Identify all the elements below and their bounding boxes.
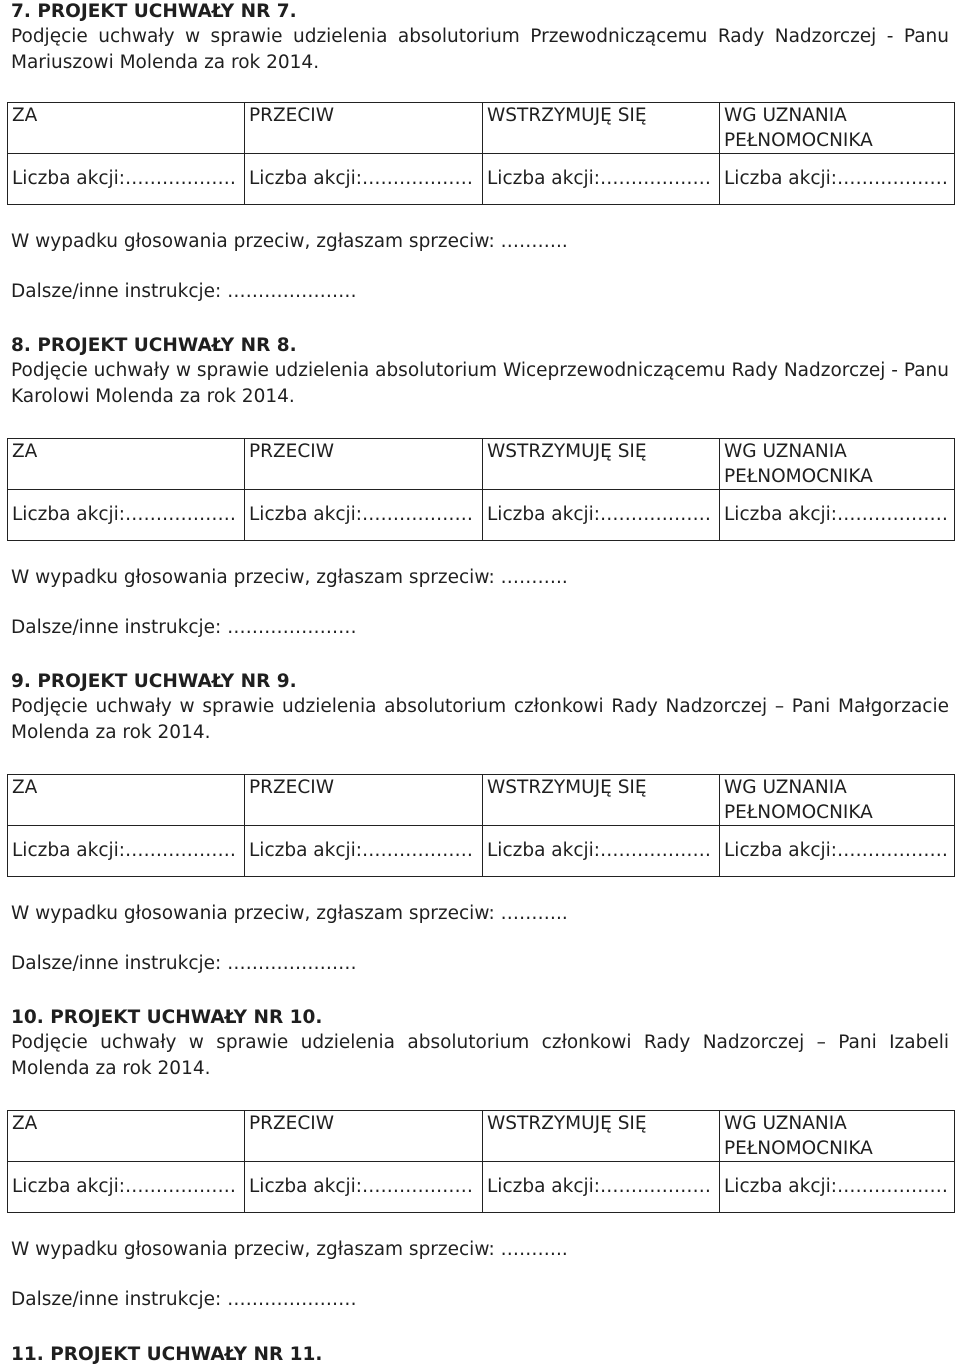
vote-option-for: ZA [8, 1111, 245, 1162]
vote-option-proxy-discretion: WG UZNANIA PEŁNOMOCNIKA [720, 1111, 955, 1162]
objection-line[interactable]: W wypadku głosowania przeciw, zgłaszam sprzeciw: ……….. [11, 231, 568, 252]
share-count-field-for[interactable]: Liczba akcji:……………… [8, 154, 245, 205]
objection-line[interactable]: W wypadku głosowania przeciw, zgłaszam sprzeciw: ……….. [11, 903, 568, 924]
vote-option-abstain: WSTRZYMUJĘ SIĘ [483, 103, 720, 154]
section-description: Podjęcie uchwały w sprawie udzielenia absolutorium członkowi Rady Nadzorczej – Pani Izabeli Molenda za rok 2014. [11, 1032, 949, 1079]
vote-count-row [8, 490, 955, 541]
vote-count-row [8, 1162, 955, 1213]
vote-option-for: ZA [8, 439, 245, 490]
section-heading: 10. PROJEKT UCHWAŁY NR 10. [11, 1007, 323, 1028]
vote-table [7, 102, 955, 205]
instructions-line[interactable]: Dalsze/inne instrukcje: ………………… [11, 1289, 357, 1310]
vote-header-row [8, 103, 955, 154]
share-count-field-for[interactable]: Liczba akcji:……………… [8, 1162, 245, 1213]
instructions-line[interactable]: Dalsze/inne instrukcje: ………………… [11, 281, 357, 302]
vote-option-for: ZA [8, 103, 245, 154]
share-count-field-against[interactable]: Liczba akcji:……………… [245, 154, 483, 205]
vote-option-against: PRZECIW [245, 103, 483, 154]
vote-option-abstain: WSTRZYMUJĘ SIĘ [483, 1111, 720, 1162]
objection-line[interactable]: W wypadku głosowania przeciw, zgłaszam sprzeciw: ……….. [11, 567, 568, 588]
final-section-heading: 11. PROJEKT UCHWAŁY NR 11. [11, 1344, 323, 1365]
share-count-field-against[interactable]: Liczba akcji:……………… [245, 490, 483, 541]
resolution-section-8 [11, 334, 949, 641]
section-heading: 7. PROJEKT UCHWAŁY NR 7. [11, 1, 297, 22]
section-description: Podjęcie uchwały w sprawie udzielenia absolutorium Wiceprzewodniczącemu Rady Nadzorczej - Panu Karolowi Molenda za rok 2014. [11, 360, 949, 407]
vote-table [7, 1110, 955, 1213]
vote-table [7, 438, 955, 541]
resolution-section-10 [11, 1006, 949, 1313]
vote-option-abstain: WSTRZYMUJĘ SIĘ [483, 439, 720, 490]
share-count-field-against[interactable]: Liczba akcji:……………… [245, 826, 483, 877]
resolution-section-9 [11, 670, 949, 977]
section-description: Podjęcie uchwały w sprawie udzielenia absolutorium Przewodniczącemu Rady Nadzorczej - Panu Mariuszowi Molenda za rok 2014. [11, 26, 949, 73]
share-count-field-abstain[interactable]: Liczba akcji:……………… [483, 1162, 720, 1213]
share-count-field-proxy[interactable]: Liczba akcji:……………… [720, 154, 955, 205]
vote-option-proxy-discretion: WG UZNANIA PEŁNOMOCNIKA [720, 103, 955, 154]
vote-option-against: PRZECIW [245, 775, 483, 826]
share-count-field-proxy[interactable]: Liczba akcji:……………… [720, 490, 955, 541]
vote-count-row [8, 154, 955, 205]
share-count-field-abstain[interactable]: Liczba akcji:……………… [483, 826, 720, 877]
share-count-field-abstain[interactable]: Liczba akcji:……………… [483, 154, 720, 205]
vote-option-proxy-discretion: WG UZNANIA PEŁNOMOCNIKA [720, 439, 955, 490]
section-heading: 8. PROJEKT UCHWAŁY NR 8. [11, 335, 297, 356]
vote-option-proxy-discretion: WG UZNANIA PEŁNOMOCNIKA [720, 775, 955, 826]
vote-option-against: PRZECIW [245, 439, 483, 490]
vote-count-row [8, 826, 955, 877]
objection-line[interactable]: W wypadku głosowania przeciw, zgłaszam sprzeciw: ……….. [11, 1239, 568, 1260]
instructions-line[interactable]: Dalsze/inne instrukcje: ………………… [11, 953, 357, 974]
vote-option-against: PRZECIW [245, 1111, 483, 1162]
vote-header-row [8, 775, 955, 826]
share-count-field-for[interactable]: Liczba akcji:……………… [8, 490, 245, 541]
vote-header-row [8, 1111, 955, 1162]
instructions-line[interactable]: Dalsze/inne instrukcje: ………………… [11, 617, 357, 638]
share-count-field-abstain[interactable]: Liczba akcji:……………… [483, 490, 720, 541]
vote-table [7, 774, 955, 877]
section-heading: 9. PROJEKT UCHWAŁY NR 9. [11, 671, 297, 692]
vote-header-row [8, 439, 955, 490]
share-count-field-proxy[interactable]: Liczba akcji:……………… [720, 1162, 955, 1213]
share-count-field-proxy[interactable]: Liczba akcji:……………… [720, 826, 955, 877]
section-description: Podjęcie uchwały w sprawie udzielenia absolutorium członkowi Rady Nadzorczej – Pani Małgorzacie Molenda za rok 2014. [11, 696, 949, 743]
vote-option-abstain: WSTRZYMUJĘ SIĘ [483, 775, 720, 826]
resolution-section-7 [11, 0, 949, 305]
share-count-field-against[interactable]: Liczba akcji:……………… [245, 1162, 483, 1213]
share-count-field-for[interactable]: Liczba akcji:……………… [8, 826, 245, 877]
vote-option-for: ZA [8, 775, 245, 826]
